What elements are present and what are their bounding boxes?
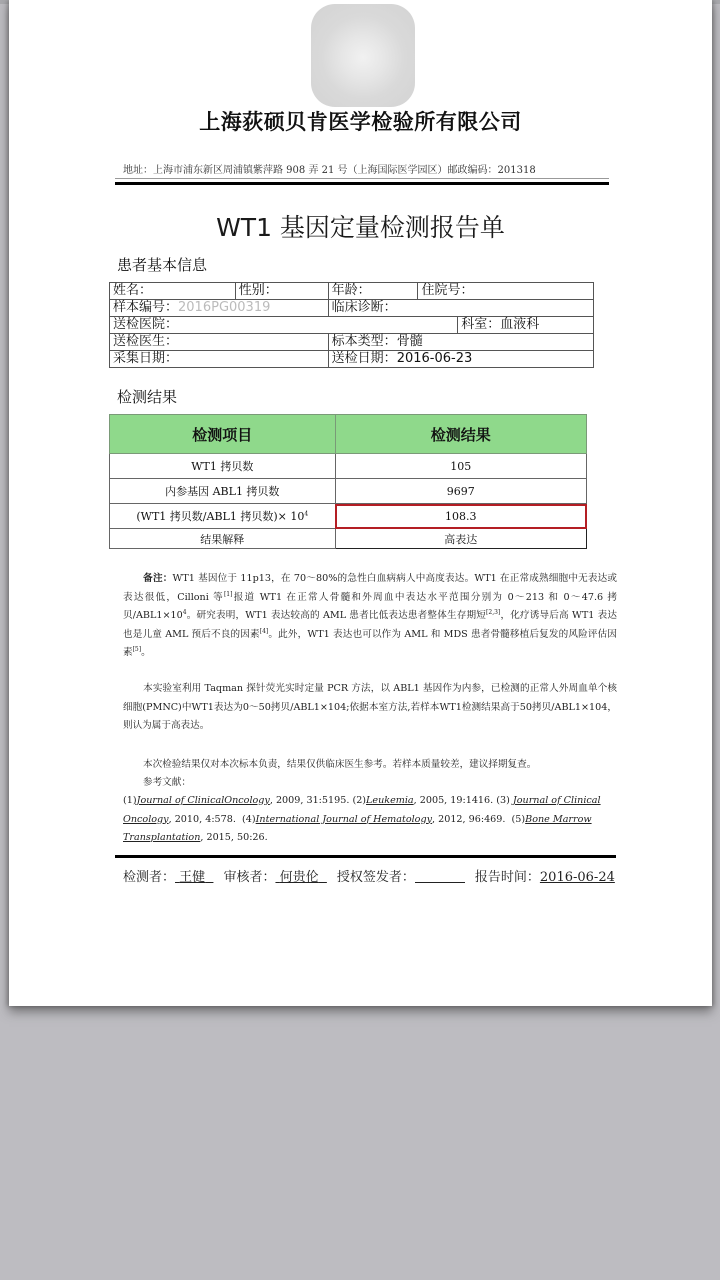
authorized-signer-blank (415, 869, 465, 883)
references-list: (1)Journal of ClinicalOncology, 2009, 31:5195. (2)Leukemia, 2005, 19:1416. (3) Journal of Clinical Oncology, 2010, 4:578. (4)International Journal of Hematology, 2012, 96:469. (5)Bone Marrow Transplantation, 2015, 50:26. (123, 795, 601, 843)
sample-no-cell: 样本编号：2016PG00319 (110, 300, 329, 317)
name-cell: 姓名： (110, 283, 236, 300)
table-row (110, 454, 587, 479)
tester-name: 王健 (179, 870, 206, 885)
patient-info-table (109, 282, 594, 368)
department-value: 血液科 (500, 317, 540, 332)
address-line: 地址：上海市浦东新区周浦镇紫萍路 908 弄 21 号（上海国际医学园区）邮政编码：201318 (123, 165, 536, 176)
item-cell: WT1 拷贝数 (110, 454, 336, 479)
table-row (110, 479, 587, 504)
references-label: 参考文献： (143, 777, 191, 788)
reference-link[interactable]: Bone Marrow Transplantation (123, 813, 592, 843)
signature-divider (115, 855, 616, 858)
patient-info-heading: 患者基本信息 (117, 256, 208, 274)
reference-link[interactable]: Journal of ClinicalOncology (136, 795, 270, 806)
header-divider-thin (115, 178, 609, 179)
table-row (110, 504, 587, 529)
item-cell: (WT1 拷贝数/ABL1 拷贝数)× $10^4$ (110, 504, 336, 529)
info-row (110, 283, 594, 300)
item-cell: 内参基因 ABL1 拷贝数 (110, 479, 336, 504)
app-icon-overlay[interactable] (311, 4, 415, 107)
item-cell: 结果解释 (110, 529, 336, 549)
specimen-type-value: 骨髓 (396, 334, 423, 349)
table-row (110, 529, 587, 549)
sample-no-value: 2016PG00319 (178, 300, 271, 315)
report-title: WT1 基因定量检测报告单 (216, 213, 505, 242)
department-cell: 科室：血液科 (458, 317, 594, 334)
signature-line: 检测者： 王健 审核者： 何贵伦 授权签发者： 报告时间：2016-06-24 (123, 870, 615, 885)
report-time: 2016-06-24 (539, 870, 615, 885)
reference-link[interactable]: Journal of Clinical Oncology (123, 795, 601, 825)
gender-cell: 性别： (235, 283, 328, 300)
hospital-cell: 送检医院： (110, 317, 458, 334)
value-cell: 高表达 (335, 529, 586, 549)
info-row (110, 351, 594, 368)
header-divider-thick (115, 182, 609, 185)
reviewer-name: 何贵伦 (279, 870, 319, 885)
clinical-diagnosis-cell: 临床诊断： (328, 300, 593, 317)
collection-date-cell: 采集日期： (110, 351, 329, 368)
inpatient-no-cell: 住院号： (418, 283, 594, 300)
disclaimer: 本次检验结果仅对本次标本负责，结果仅供临床医生参考。若样本质量较差，建议择期复查。 (143, 759, 537, 770)
submission-date-value: 2016-06-23 (396, 351, 473, 366)
header-item: 检测项目 (110, 415, 336, 454)
reference-link[interactable]: International Journal of Hematology (255, 813, 433, 825)
reference-link[interactable]: Leukemia (366, 795, 414, 806)
specimen-type-cell: 标本类型：骨髓 (328, 334, 593, 351)
header-result: 检测结果 (335, 415, 586, 454)
info-row (110, 317, 594, 334)
highlighted-value-cell: 108.3 (335, 504, 586, 529)
results-table (109, 414, 587, 549)
results-header-row (110, 415, 587, 454)
info-row (110, 334, 594, 351)
company-name: 上海荻硕贝肯医学检验所有限公司 (199, 110, 522, 134)
note-paragraph: 备注：WT1 基因位于 11p13，在 70～80%的急性白血病病人中高度表达。WT1 在正常成熟细胞中无表达或表达很低，Cilloni 等[1]报道 WT1 在正常人骨髓和外周血中表达水平范围分别为 0～213 和 0～47.6 拷贝$/ABL1\times 10^4$。研究表明，WT1 表达较高的 AML 患者比低表达患者整体生存期短[2,3]，化疗诱导后高 WT1 表达也是儿童 AML 预后不良的因素[4]。此外，WT1 表达也可以作为 AML 和 MDS 患者骨髓移植后复发的风险评估因素[5]。 (123, 573, 618, 658)
document-page (9, 0, 712, 1006)
value-cell: 105 (335, 454, 586, 479)
age-cell: 年龄： (328, 283, 418, 300)
submission-date-cell: 送检日期：2016-06-23 (328, 351, 593, 368)
doctor-cell: 送检医生： (110, 334, 329, 351)
results-heading: 检测结果 (117, 388, 178, 406)
method-paragraph: 本实验室利用 Taqman 探针荧光实时定量 PCR 方法，以 ABL1 基因作为内参，已检测的正常人外周血单个核细胞(PMNC)中WT1表达为0～50拷贝/ABL1×104;依据本室方法,若样本WT1检测结果高于50拷贝/ABL1×104，则认为属于高表达。 (123, 683, 617, 731)
info-row (110, 300, 594, 317)
value-cell: 9697 (335, 479, 586, 504)
